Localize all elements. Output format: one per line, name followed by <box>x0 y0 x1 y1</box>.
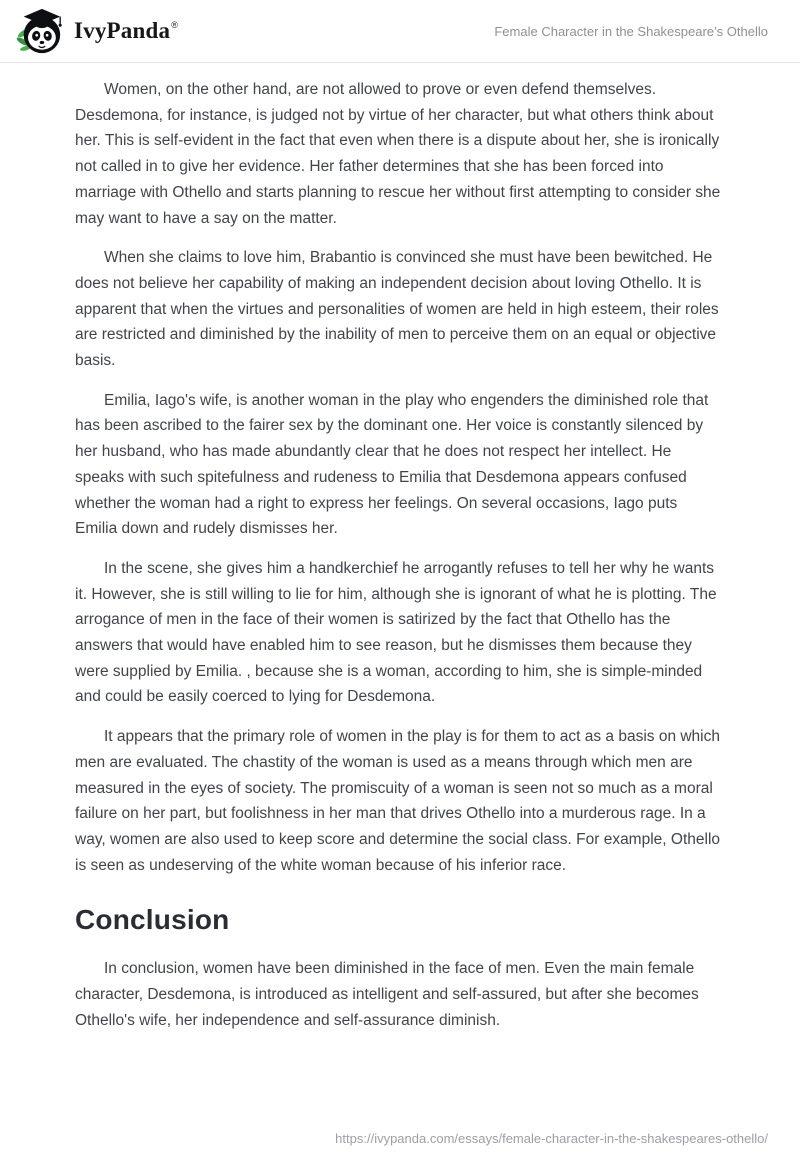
paragraph: In the scene, she gives him a handkerchief he arrogantly refuses to tell her why he wants it. However, she is still willing to lie for him, although she is ignorant of what he is plotting. The arrogance of men in the face of their women is satirized by the fact that Othello has the answers that would have enabled him to see reason, but he dismisses them because they were supplied by Emilia. , because she is a woman, according to him, she is simple-minded and could be easily coerced to lying for Desdemona. <box>75 559 717 706</box>
paragraph: In conclusion, women have been diminished in the face of men. Even the main female character, Desdemona, is introduced as intelligent and self-assured, but after she becomes Othello's wife, her independence and self-assurance diminish. <box>75 960 699 1029</box>
document-title: Female Character in the Shakespeare’s Othello <box>494 23 768 39</box>
essay-content <box>0 63 800 1034</box>
paragraph: Emilia, Iago's wife, is another woman in the play who engenders the diminished role that has been ascribed to the fairer sex by the dominant one. Her voice is constantly silenced by her husband, who has made abundantly clear that he does not respect her intellect. He speaks with such spitefulness and rudeness to Emilia that Desdemona appears confused whether the woman had a right to express her feelings. On several occasions, Iago puts Emilia down and rudely dismisses her. <box>75 391 709 538</box>
panda-graduation-cap-icon <box>16 6 64 56</box>
brand <box>16 6 178 56</box>
brand-text <box>74 18 178 44</box>
registered-mark: ® <box>171 20 178 30</box>
header <box>0 0 800 63</box>
brand-name: IvyPanda <box>74 18 171 43</box>
paragraph: Women, on the other hand, are not allowed to prove or even defend themselves. Desdemona, for instance, is judged not by virtue of her character, but what others think about her. This is self-evident in the fact that even when there is a dispute about her, she is ironically not called in to give her evidence. Her father determines that she has been forced into marriage with Othello and starts planning to rescue her without first attempting to consider she may want to have a say on the matter. <box>75 81 721 227</box>
paragraph: It appears that the primary role of women in the play is for them to act as a basis on which men are evaluated. The chastity of the woman is used as a means through which men are measured in the eyes of society. The promiscuity of a woman is seen not so much as a moral failure on her part, but foolishness in her man that drives Othello into a murderous rage. In a way, women are also used to keep score and determine the social class. For example, Othello is seen as undeserving of the white woman because of his inferior race. <box>75 728 721 874</box>
paragraph: When she claims to love him, Brabantio is convinced she must have been bewitched. He does not believe her capability of making an independent decision about loving Othello. It is apparent that when the virtues and personalities of women are held in high esteem, their roles are restricted and diminished by the inability of men to perceive them on an equal or objective basis. <box>75 249 719 370</box>
footer <box>335 1130 768 1148</box>
conclusion-heading: Conclusion <box>75 904 230 936</box>
source-url-link[interactable]: https://ivypanda.com/essays/female-character-in-the-shakespeares-othello/ <box>335 1131 768 1146</box>
